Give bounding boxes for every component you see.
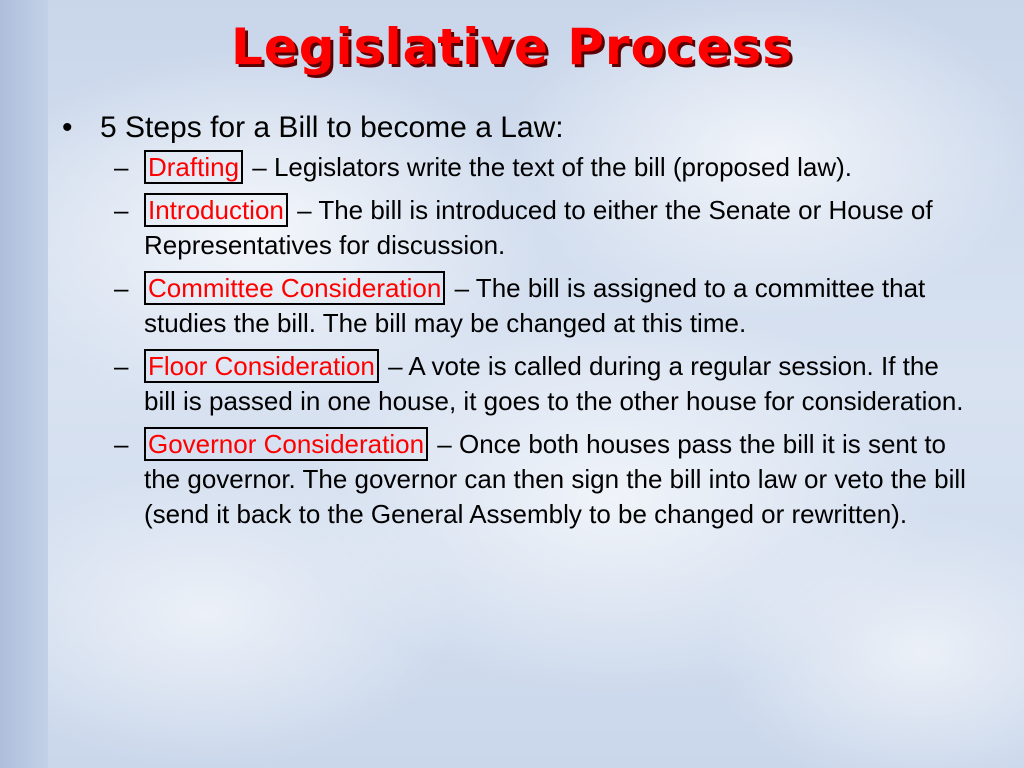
step-item-committee-consideration <box>114 271 992 341</box>
steps-list <box>62 150 992 532</box>
dash-icon: – <box>114 273 129 303</box>
dash-icon: – <box>114 429 129 459</box>
slide-title: Legislative Process <box>230 18 794 76</box>
step-description: – The bill is assigned to a committee that studies the bill. The bill may be changed at this time. <box>144 273 926 338</box>
step-term: Floor Consideration <box>144 349 379 383</box>
step-description: – The bill is introduced to either the Senate or House of Representatives for discussion. <box>144 195 933 260</box>
step-body <box>144 349 992 419</box>
step-description: – Once both houses pass the bill it is sent to the governor. The governor can then sign the bill into law or veto the bill (send it back to the General Assembly to be changed or rewritten). <box>144 429 966 529</box>
left-decorative-strip <box>0 0 48 768</box>
dash-icon: – <box>114 195 129 225</box>
dash-icon: – <box>114 351 129 381</box>
step-description: – Legislators write the text of the bill (proposed law). <box>252 152 853 182</box>
main-bullet-text: 5 Steps for a Bill to become a Law: <box>100 111 564 144</box>
step-item-drafting <box>114 150 992 185</box>
step-body <box>144 193 992 263</box>
slide-content <box>62 108 992 540</box>
step-body <box>144 150 992 185</box>
main-bullet <box>62 108 992 148</box>
step-term: Governor Consideration <box>144 427 428 461</box>
dash-icon: – <box>114 152 129 182</box>
step-body <box>144 427 992 532</box>
bullet-icon: • <box>62 111 73 144</box>
step-term: Drafting <box>144 150 243 184</box>
step-item-floor-consideration <box>114 349 992 419</box>
step-term: Committee Consideration <box>144 271 445 305</box>
step-item-governor-consideration <box>114 427 992 532</box>
step-body <box>144 271 992 341</box>
step-description: – A vote is called during a regular session. If the bill is passed in one house, it goes to the other house for consideration. <box>144 351 964 416</box>
step-item-introduction <box>114 193 992 263</box>
step-term: Introduction <box>144 193 288 227</box>
